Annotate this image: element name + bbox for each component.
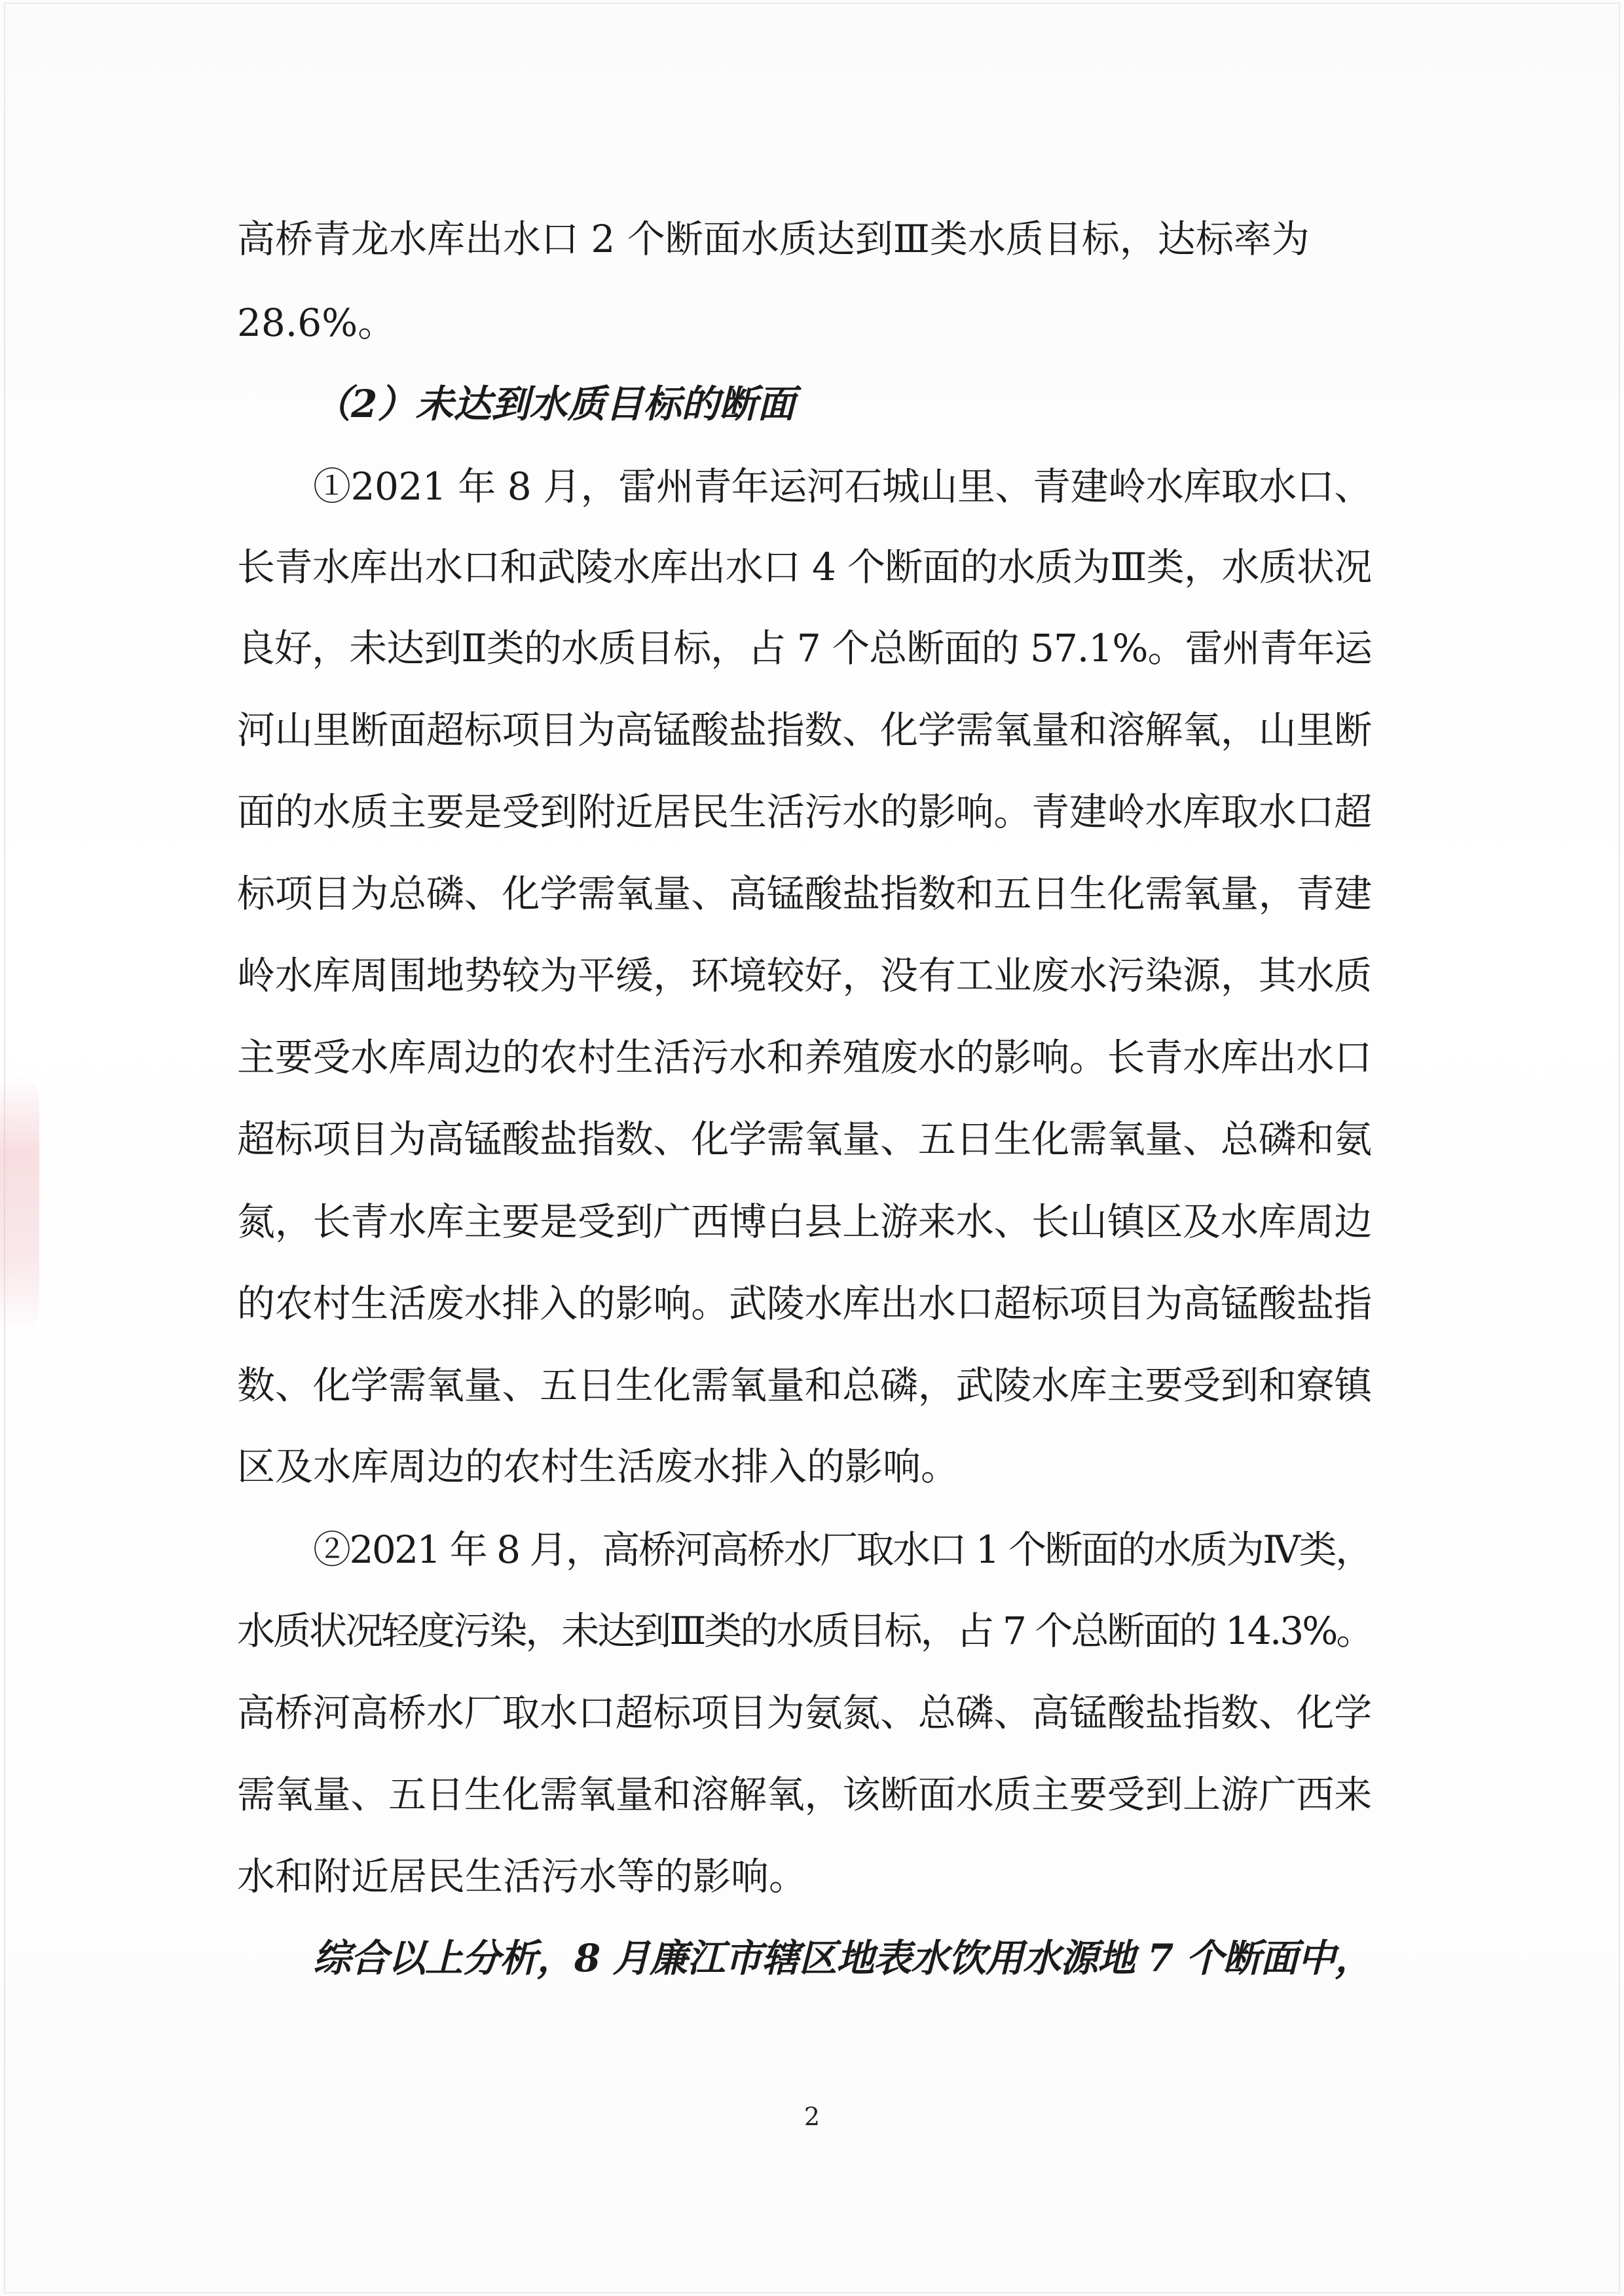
text-line: 数、化学需氧量、五日生化需氧量和总磷，武陵水库主要受到和寮镇 (237, 1363, 1373, 1408)
text-line: 氮，长青水库主要是受到广西博白县上游来水、长山镇区及水库周边 (237, 1199, 1373, 1244)
text-line: 主要受水库周边的农村生活污水和养殖废水的影响。长青水库出水口 (237, 1035, 1373, 1080)
text-line: 的农村生活废水排入的影响。武陵水库出水口超标项目为高锰酸盐指 (237, 1281, 1373, 1326)
text-line: 超标项目为高锰酸盐指数、化学需氧量、五日生化需氧量、总磷和氨 (237, 1117, 1373, 1161)
text-line: 良好，未达到Ⅱ类的水质目标，占 7 个总断面的 57.1%。雷州青年运 (237, 626, 1372, 670)
text-line: 岭水库周围地势较为平缓，环境较好，没有工业废水污染源，其水质 (237, 953, 1373, 998)
text-line: 面的水质主要是受到附近居民生活污水的影响。青建岭水库取水口超 (237, 790, 1373, 834)
text-line: 水和附近居民生活污水等的影响。 (237, 1854, 807, 1899)
text-line: 河山里断面超标项目为高锰酸盐指数、化学需氧量和溶解氧，山里断 (237, 708, 1373, 752)
text-line: 需氧量、五日生化需氧量和溶解氧，该断面水质主要受到上游广西来 (237, 1772, 1373, 1817)
text-line: 标项目为总磷、化学需氧量、高锰酸盐指数和五日生化需氧量，青建 (237, 871, 1373, 916)
text-line: 高桥青龙水库出水口 2 个断面水质达到Ⅲ类水质目标，达标率为 (237, 217, 1310, 261)
text-line: ②2021 年 8 月，高桥河高桥水厂取水口 1 个断面的水质为Ⅳ类， (313, 1527, 1372, 1572)
text-line: ①2021 年 8 月，雷州青年运河石城山里、青建岭水库取水口、 (313, 464, 1372, 509)
text-line: 水质状况轻度污染，未达到Ⅲ类的水质目标，占 7 个总断面的 14.3%。 (237, 1609, 1373, 1653)
text-line: 区及水库周边的农村生活废水排入的影响。 (237, 1444, 959, 1489)
text-line: 长青水库出水口和武陵水库出水口 4 个断面的水质为Ⅲ类，水质状况 (237, 545, 1372, 589)
text-line: 28.6%。 (237, 301, 396, 345)
section-heading: （2）未达到水质目标的断面 (313, 382, 796, 426)
conclusion-line: 综合以上分析，8 月廉江市辖区地表水饮用水源地 7 个断面中， (313, 1936, 1373, 1980)
red-seal-edge (0, 1074, 39, 1336)
page-number: 2 (803, 2102, 821, 2131)
text-line: 高桥河高桥水厂取水口超标项目为氨氮、总磷、高锰酸盐指数、化学 (237, 1690, 1373, 1735)
